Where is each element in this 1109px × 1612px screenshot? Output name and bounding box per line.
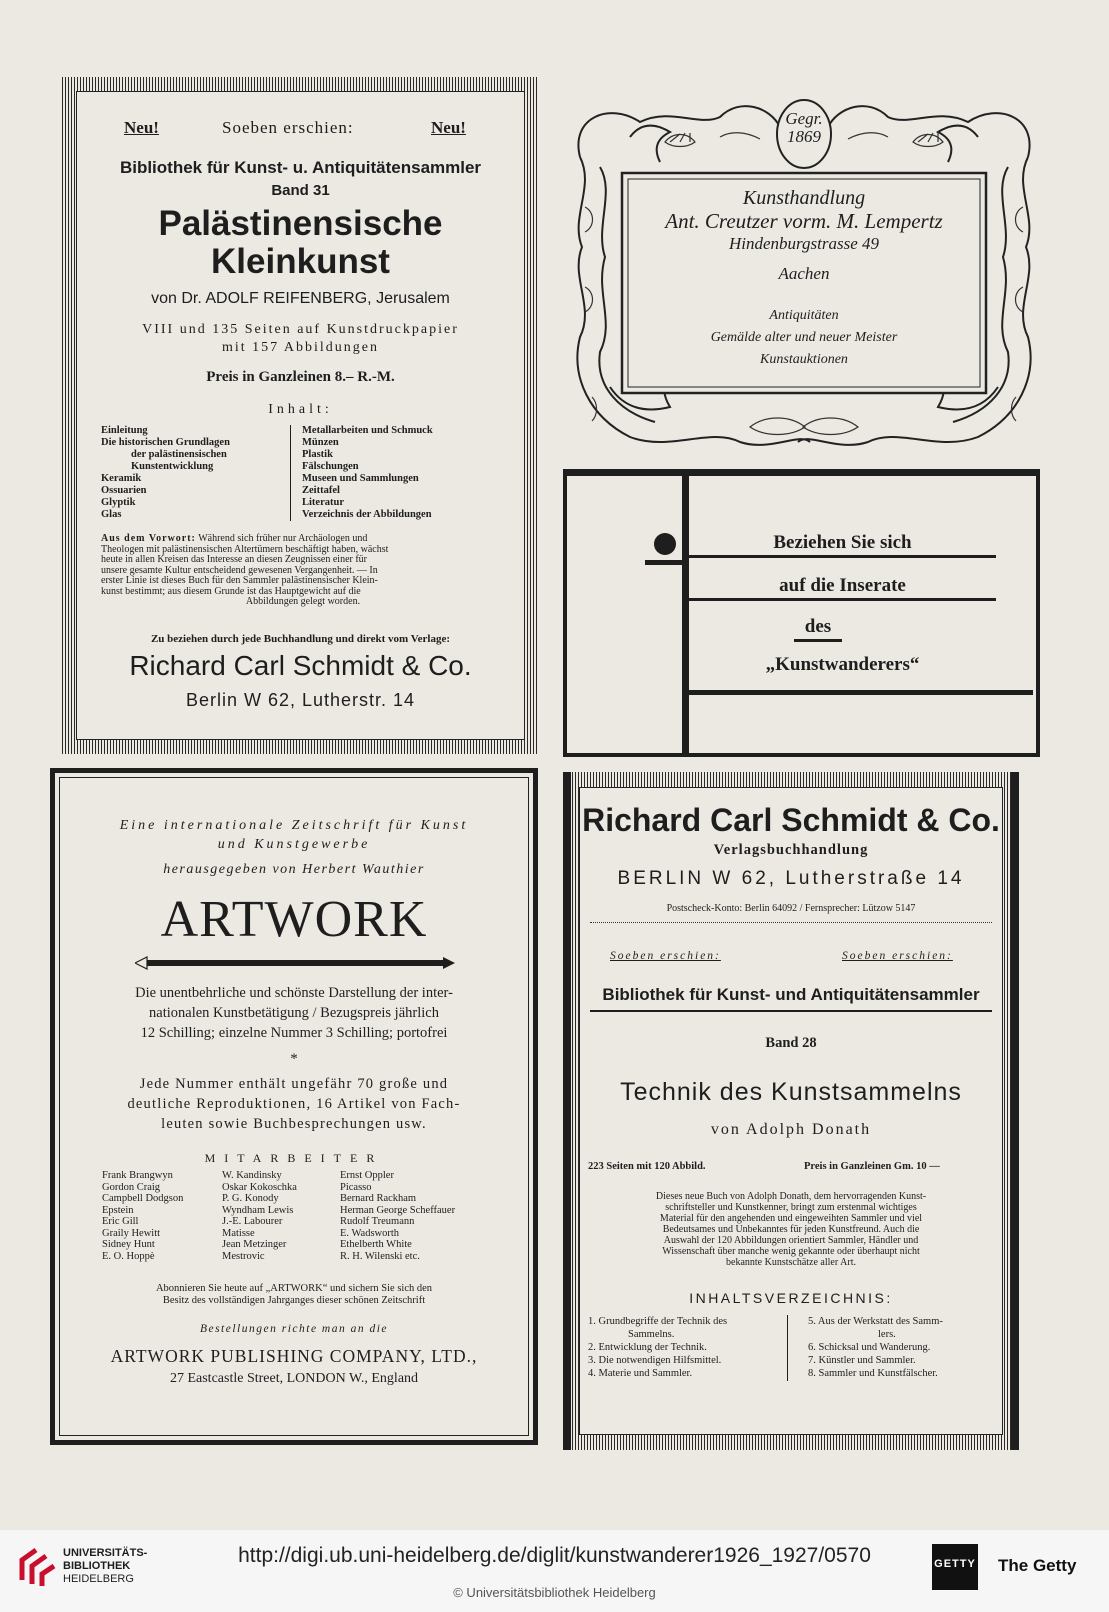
magazine-content-3: leuten sowie Buchbesprechungen usw.: [161, 1116, 427, 1132]
shop-city: Aachen: [778, 264, 830, 283]
vorwort-line: heute in allen Kreisen das Interesse an diesen Zeugnissen einer für: [101, 554, 368, 565]
contributor: Matisse: [222, 1227, 255, 1239]
shop-owner: Ant. Creutzer vorm. M. Lempertz: [665, 209, 943, 233]
bullet-dot: [654, 533, 676, 555]
contributor: E. O. Hoppè: [102, 1250, 155, 1262]
inhalt-item: Museen und Sammlungen: [302, 473, 419, 484]
dotted-rule: [590, 922, 992, 923]
vertical-rule: [682, 476, 689, 757]
ad5-inner: [579, 787, 1003, 1435]
slogan-line-2: auf die Inserate: [689, 575, 996, 601]
toc-heading: INHALTSVERZEICHNIS:: [689, 1290, 893, 1306]
getty-logo-text: GETTY: [934, 1558, 976, 1570]
magazine-desc-2: nationalen Kunstbetätigung / Bezugspreis jährlich: [149, 1005, 439, 1021]
toc-item: 8. Sammler und Kunstfälscher.: [808, 1368, 938, 1379]
inhalt-item: Fälschungen: [302, 461, 359, 472]
ad1-inner: [76, 91, 525, 740]
series-title: Bibliothek für Kunst- und Antiquitätensammler: [602, 985, 980, 1004]
getty-logo-icon: [932, 1544, 978, 1590]
inhalt-item: Metallarbeiten und Schmuck: [302, 425, 433, 436]
inhalt-item: Einleitung: [101, 425, 148, 436]
magazine-editor: herausgegeben von Herbert Wauthier: [163, 862, 425, 877]
left-border-bar: [563, 772, 571, 1450]
contributor: Epstein: [102, 1204, 134, 1216]
vorwort-label: Aus dem Vorwort:: [101, 533, 196, 544]
contributor: Herman George Scheffauer: [340, 1204, 456, 1216]
contributor: R. H. Wilenski etc.: [340, 1250, 420, 1262]
inhalt-heading: Inhalt:: [268, 402, 333, 417]
toc-item: lers.: [878, 1329, 896, 1340]
book-title-line2: Kleinkunst: [211, 242, 390, 281]
contributor: Eric Gill: [102, 1216, 139, 1227]
toc-item: 6. Schicksal und Wanderung.: [808, 1342, 931, 1353]
author: von Dr. ADOLF REIFENBERG, Jerusalem: [151, 290, 450, 307]
book-pages: 223 Seiten mit 120 Abbild.: [588, 1161, 706, 1172]
inhalt-item: Münzen: [302, 437, 339, 448]
toc-item: 2. Entwicklung der Technik.: [588, 1342, 707, 1353]
founded-label: Gegr.: [785, 109, 823, 128]
book-title: Technik des Kunstsammelns: [620, 1078, 962, 1106]
desc-line: Auswahl der 120 Abbildungen orientiert Sammler, Händler und: [663, 1235, 919, 1246]
toc-divider: [787, 1315, 788, 1381]
copyright: © Universitätsbibliothek Heidelberg: [453, 1585, 656, 1600]
ad-palaestinensische-kleinkunst: [62, 77, 539, 754]
toc-item: 7. Künstler und Sammler.: [808, 1355, 916, 1366]
permalink[interactable]: http://digi.ub.uni-heidelberg.de/diglit/kunstwanderer1926_1927/0570: [238, 1544, 871, 1567]
toc-item: 3. Die notwendigen Hilfsmittel.: [588, 1355, 722, 1366]
vorwort: [101, 534, 505, 608]
publisher-address: Berlin W 62, Lutherstr. 14: [185, 690, 416, 710]
price: Preis in Ganzleinen 8.– R.-M.: [206, 369, 395, 385]
publishing-company: ARTWORK PUBLISHING COMPANY, LTD.,: [110, 1346, 478, 1366]
inhalt-right-column: [302, 425, 433, 521]
neu-right: Neu!: [431, 118, 466, 137]
magazine-desc-1: Die unentbehrliche und schönste Darstellung der inter-: [135, 985, 453, 1001]
book-description: [598, 1191, 984, 1268]
soeben-erschien: Soeben erschien:: [222, 118, 354, 137]
desc-line: Bedeutsames und Unbekanntes für jeden Kunstfreund. Auch die: [662, 1224, 920, 1235]
vorwort-line: Theologen mit palästinensischen Altertümern beschäftigt haben, wächst: [101, 543, 389, 555]
magazine-desc-3: 12 Schilling; einzelne Nummer 3 Schilling; portofrei: [140, 1025, 448, 1041]
contributor: Ethelberth White: [340, 1239, 412, 1250]
contributor: J.-E. Labourer: [222, 1216, 283, 1227]
contributor: Bernard Rackham: [340, 1193, 417, 1204]
ad-technik-des-kunstsammelns: [563, 772, 1019, 1450]
contributor: W. Kandinsky: [222, 1170, 282, 1181]
inhalt-left-column: [101, 425, 230, 521]
contributor: Oskar Kokoschka: [222, 1181, 297, 1193]
inhalt-item: Glas: [101, 509, 122, 520]
bank-and-phone: Postscheck-Konto: Berlin 64092 / Fernsprecher: Lützow 5147: [666, 903, 916, 914]
inhalt-item: Keramik: [101, 473, 142, 484]
shop-street: Hindenburgstrasse 49: [728, 234, 879, 253]
contributors-heading: MITARBEITER: [204, 1151, 384, 1165]
digitization-footer: [0, 1530, 1109, 1612]
contributor: Gordon Craig: [102, 1181, 161, 1193]
contributor: Mestrovic: [222, 1250, 265, 1262]
company-address: 27 Eastcastle Street, LONDON W., England: [169, 1371, 419, 1386]
ad4-inner: [59, 777, 529, 1436]
contributor: Rudolf Treumann: [340, 1216, 415, 1227]
magazine-content-2: deutliche Reproduktionen, 16 Artikel von Fach-: [127, 1096, 461, 1112]
desc-line: Wissenschaft über manche wenig gekannte oder überhaupt nicht: [662, 1246, 920, 1257]
title-ornament-rule: [135, 955, 455, 971]
contributor: Sidney Hunt: [102, 1239, 155, 1250]
inhalt-item: Die historischen Grundlagen: [101, 437, 230, 448]
contributor: Graily Hewitt: [102, 1227, 161, 1239]
orders-note: Bestellungen richte man an die: [199, 1323, 389, 1335]
publisher-name: Richard Carl Schmidt & Co.: [129, 650, 472, 681]
book-author: von Adolph Donath: [710, 1121, 872, 1138]
desc-line: bekannte Kunstschätze aller Art.: [726, 1257, 856, 1268]
inhalt-item: Kunstentwicklung: [131, 461, 214, 472]
publisher-address: BERLIN W 62, Lutherstraße 14: [617, 868, 965, 889]
ad-artwork-magazine: [50, 768, 538, 1445]
pages-line1: VIII und 135 Seiten auf Kunstdruckpapier: [142, 322, 459, 337]
magazine-title: ARTWORK: [160, 891, 428, 948]
slogan-line-4: „Kunstwanderers“: [765, 654, 920, 675]
vorwort-line: Abbildungen gelegt worden.: [245, 596, 361, 607]
desc-line: Material für den angehenden und eingeweihten Sammler und viel: [659, 1213, 923, 1224]
inhalt-item: Glyptik: [101, 497, 136, 508]
inhalt-item: Zeittafel: [302, 485, 340, 496]
publisher-subtitle: Verlagsbuchhandlung: [713, 842, 869, 858]
band-number: Band 31: [271, 182, 330, 199]
inhalt-item: Plastik: [302, 449, 333, 460]
shop-service-2: Gemälde alter und neuer Meister: [710, 330, 898, 345]
contributors-col-2: [222, 1170, 297, 1262]
ad-kunstwanderer-inserate: [563, 469, 1040, 757]
slogan: [689, 476, 1036, 706]
toc-item: 5. Aus der Werkstatt des Samm-: [808, 1316, 943, 1327]
getty-name: The Getty: [998, 1556, 1077, 1575]
pages-line2: mit 157 Abbildungen: [222, 340, 379, 355]
contributors-col-3: [340, 1170, 455, 1262]
ub-name-3: HEIDELBERG: [63, 1573, 134, 1585]
neu-left: Neu!: [124, 118, 159, 137]
desc-line: Dieses neue Buch von Adolph Donath, dem hervorragenden Kunst-: [655, 1191, 927, 1202]
band-number: Band 28: [765, 1035, 817, 1051]
founded-year: 1869: [787, 127, 821, 146]
inhalt-divider: [290, 425, 291, 521]
toc-item: 1. Grundbegriffe der Technik des: [588, 1316, 728, 1327]
slogan-line-1: Beziehen Sie sich: [689, 532, 996, 558]
magazine-intro-2: und Kunstgewerbe: [217, 837, 371, 852]
toc-item: Sammelns.: [628, 1329, 675, 1340]
contributor: E. Wadsworth: [340, 1227, 400, 1239]
desc-line: schriftsteller und Kunstkenner, bringt zum erstenmal wichtiges: [665, 1202, 917, 1213]
ad-kunsthandlung-creutzer: [570, 97, 1038, 452]
contributor: Ernst Oppler: [340, 1170, 394, 1181]
contributors-col-1: [102, 1170, 183, 1262]
horizontal-rule: [645, 560, 682, 565]
contributor: Picasso: [340, 1181, 372, 1193]
vorwort-line: erster Linie ist dieses Buch für den Sammler palästinensischer Klein-: [101, 575, 378, 586]
book-title-line1: Palästinensische: [158, 204, 443, 243]
toc-item: 4. Materie und Sammler.: [588, 1368, 693, 1379]
contributor: Campbell Dodgson: [102, 1193, 184, 1204]
slogan-line-3: des: [794, 616, 842, 642]
subscribe-1: Abonnieren Sie heute auf „ARTWORK“ und sichern Sie sich den: [155, 1283, 433, 1294]
contributor: P. G. Konody: [222, 1193, 279, 1204]
inhalt-item: Literatur: [302, 497, 344, 508]
magazine-content-1: Jede Nummer enthält ungefähr 70 große und: [139, 1076, 449, 1092]
shop-service-1: Antiquitäten: [769, 308, 839, 323]
contributor: Frank Brangwyn: [102, 1170, 173, 1181]
inhalt-item: Verzeichnis der Abbildungen: [302, 509, 432, 520]
toc-right-column: [808, 1315, 943, 1380]
separator-star: *: [290, 1051, 298, 1067]
book-price: Preis in Ganzleinen Gm. 10 —: [804, 1161, 940, 1172]
inhalt-item: der palästinensischen: [131, 449, 227, 460]
vorwort-line: unsere gesamte Kultur entscheidend gewesenen Vergangenheit. — In: [101, 564, 378, 576]
contributor: Wyndham Lewis: [222, 1204, 294, 1216]
shop-type: Kunsthandlung: [742, 187, 866, 209]
soeben-right: Soeben erschien:: [842, 950, 953, 962]
order-note: Zu beziehen durch jede Buchhandlung und direkt vom Verlage:: [150, 633, 451, 645]
soeben-left: Soeben erschien:: [610, 950, 721, 962]
ub-name-1: UNIVERSITÄTS-: [63, 1547, 148, 1559]
right-border-bar: [1011, 772, 1019, 1450]
series-underline: [590, 1010, 992, 1012]
series-title: Bibliothek für Kunst- u. Antiquitätensammler: [119, 158, 482, 177]
contributor: Jean Metzinger: [222, 1239, 287, 1250]
ub-name-2: BIBLIOTHEK: [63, 1560, 131, 1572]
subscribe-2: Besitz des vollständigen Jahrganges dieser schönen Zeitschrift: [162, 1295, 426, 1306]
publisher-name: Richard Carl Schmidt & Co.: [582, 802, 1000, 838]
inhalt-item: Ossuarien: [101, 485, 147, 496]
shop-service-3: Kunstauktionen: [760, 352, 848, 367]
toc-left-column: [588, 1315, 727, 1380]
vorwort-line: kunst bestimmt; aus diesem Grunde ist das Hauptgewicht auf die: [101, 585, 361, 597]
magazine-intro-1: Eine internationale Zeitschrift für Kunst: [119, 818, 469, 833]
vorwort-line: Während sich früher nur Archäologen und: [198, 533, 368, 544]
